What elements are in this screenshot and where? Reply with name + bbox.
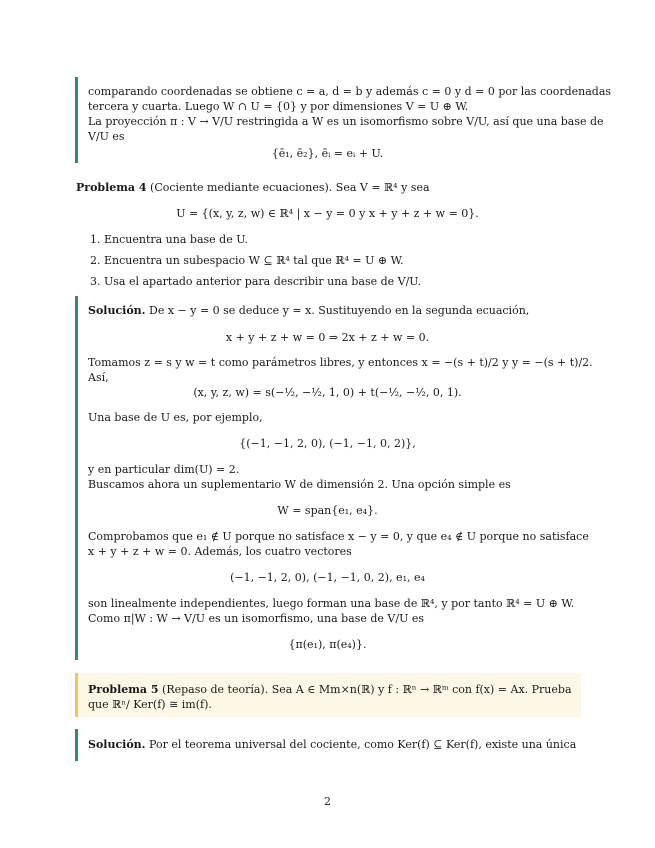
text-line: son linealmente independientes, luego forman una base de ℝ⁴, y por tanto ℝ⁴ = U ⊕ W.: [88, 597, 575, 610]
solution-bar: [75, 296, 78, 660]
list-item: [90, 253, 404, 268]
text-line: [88, 303, 529, 318]
list-number: 1.: [90, 233, 101, 246]
list-text: Encuentra una base de U.: [104, 233, 248, 246]
problem-title: Problema 4: [76, 181, 147, 194]
text-line: tercera y cuarta. Luego W ∩ U = {0} y por dimensiones V = U ⊕ W.: [88, 100, 469, 113]
text-line: que ℝⁿ/ Ker(f) ≅ im(f).: [88, 698, 212, 711]
problem-4-heading: [76, 180, 430, 195]
text-line: comparando coordenadas se obtiene c = a, d = b y además c = 0 y d = 0 por las coordenadas: [88, 85, 612, 98]
equation: (x, y, z, w) = s(−½, −½, 1, 0) + t(−½, −½, 0, 1).: [193, 386, 462, 399]
text-line: V/U es: [88, 130, 125, 143]
solution-text: Por el teorema universal del cociente, como Ker(f) ⊆ Ker(f), existe una única: [149, 738, 577, 751]
list-item: [90, 232, 248, 247]
list-text: Usa el apartado anterior para describir una base de V/U.: [104, 275, 422, 288]
equation: {ē₁, ē₂}, ēᵢ = eᵢ + U.: [271, 147, 384, 160]
page-number: 2: [324, 795, 331, 808]
problem-text: Sea A ∈ Mm×n(ℝ) y f : ℝⁿ → ℝᵐ con f(x) = Ax. Prueba: [271, 683, 572, 696]
text-line: y en particular dim(U) = 2.: [88, 463, 240, 476]
equation: U = {(x, y, z, w) ∈ ℝ⁴ | x − y = 0 y x + y + z + w = 0}.: [176, 207, 479, 220]
problem-intro: Sea V = ℝ⁴ y sea: [335, 181, 430, 194]
solution-label: Solución.: [88, 304, 146, 317]
problem-subtitle: (Repaso de teoría).: [162, 683, 269, 696]
equation: x + y + z + w = 0 ⇒ 2x + z + w = 0.: [225, 331, 430, 344]
text-line: La proyección π : V → V/U restringida a W es un isomorfismo sobre V/U, así que una base de: [88, 115, 604, 128]
text-line: Una base de U es, por ejemplo,: [88, 411, 263, 424]
text-line: Buscamos ahora un suplementario W de dimensión 2. Una opción simple es: [88, 478, 511, 491]
solution-bar: [75, 729, 78, 761]
equation: (−1, −1, 2, 0), (−1, −1, 0, 2), e₁, e₄: [230, 571, 425, 584]
list-text: Encuentra un subespacio W ⊆ ℝ⁴ tal que ℝ⁴ = U ⊕ W.: [104, 254, 404, 267]
problem-5-heading: [88, 682, 572, 697]
text-line: Tomamos z = s y w = t como parámetros libres, y entonces x = −(s + t)/2 y y = −(s + t)/2.: [88, 356, 593, 369]
solution-label: Solución.: [88, 738, 146, 751]
text-line: Como π|W : W → V/U es un isomorfismo, una base de V/U es: [88, 612, 424, 625]
equation: W = span{e₁, e₄}.: [277, 504, 378, 517]
text-line: [88, 737, 576, 752]
equation: {(−1, −1, 2, 0), (−1, −1, 0, 2)},: [239, 437, 416, 450]
list-number: 3.: [90, 275, 101, 288]
list-item: [90, 274, 421, 289]
text-line: Comprobamos que e₁ ∉ U porque no satisface x − y = 0, y que e₄ ∉ U porque no satisface: [88, 530, 589, 543]
problem-subtitle: (Cociente mediante ecuaciones).: [150, 181, 333, 194]
problem-title: Problema 5: [88, 683, 159, 696]
solution-text: De x − y = 0 se deduce y = x. Sustituyendo en la segunda ecuación,: [149, 304, 530, 317]
equation: {π(e₁), π(e₄)}.: [288, 638, 367, 651]
text-line: x + y + z + w = 0. Además, los cuatro vectores: [88, 545, 352, 558]
list-number: 2.: [90, 254, 101, 267]
text-line: Así,: [88, 371, 109, 384]
